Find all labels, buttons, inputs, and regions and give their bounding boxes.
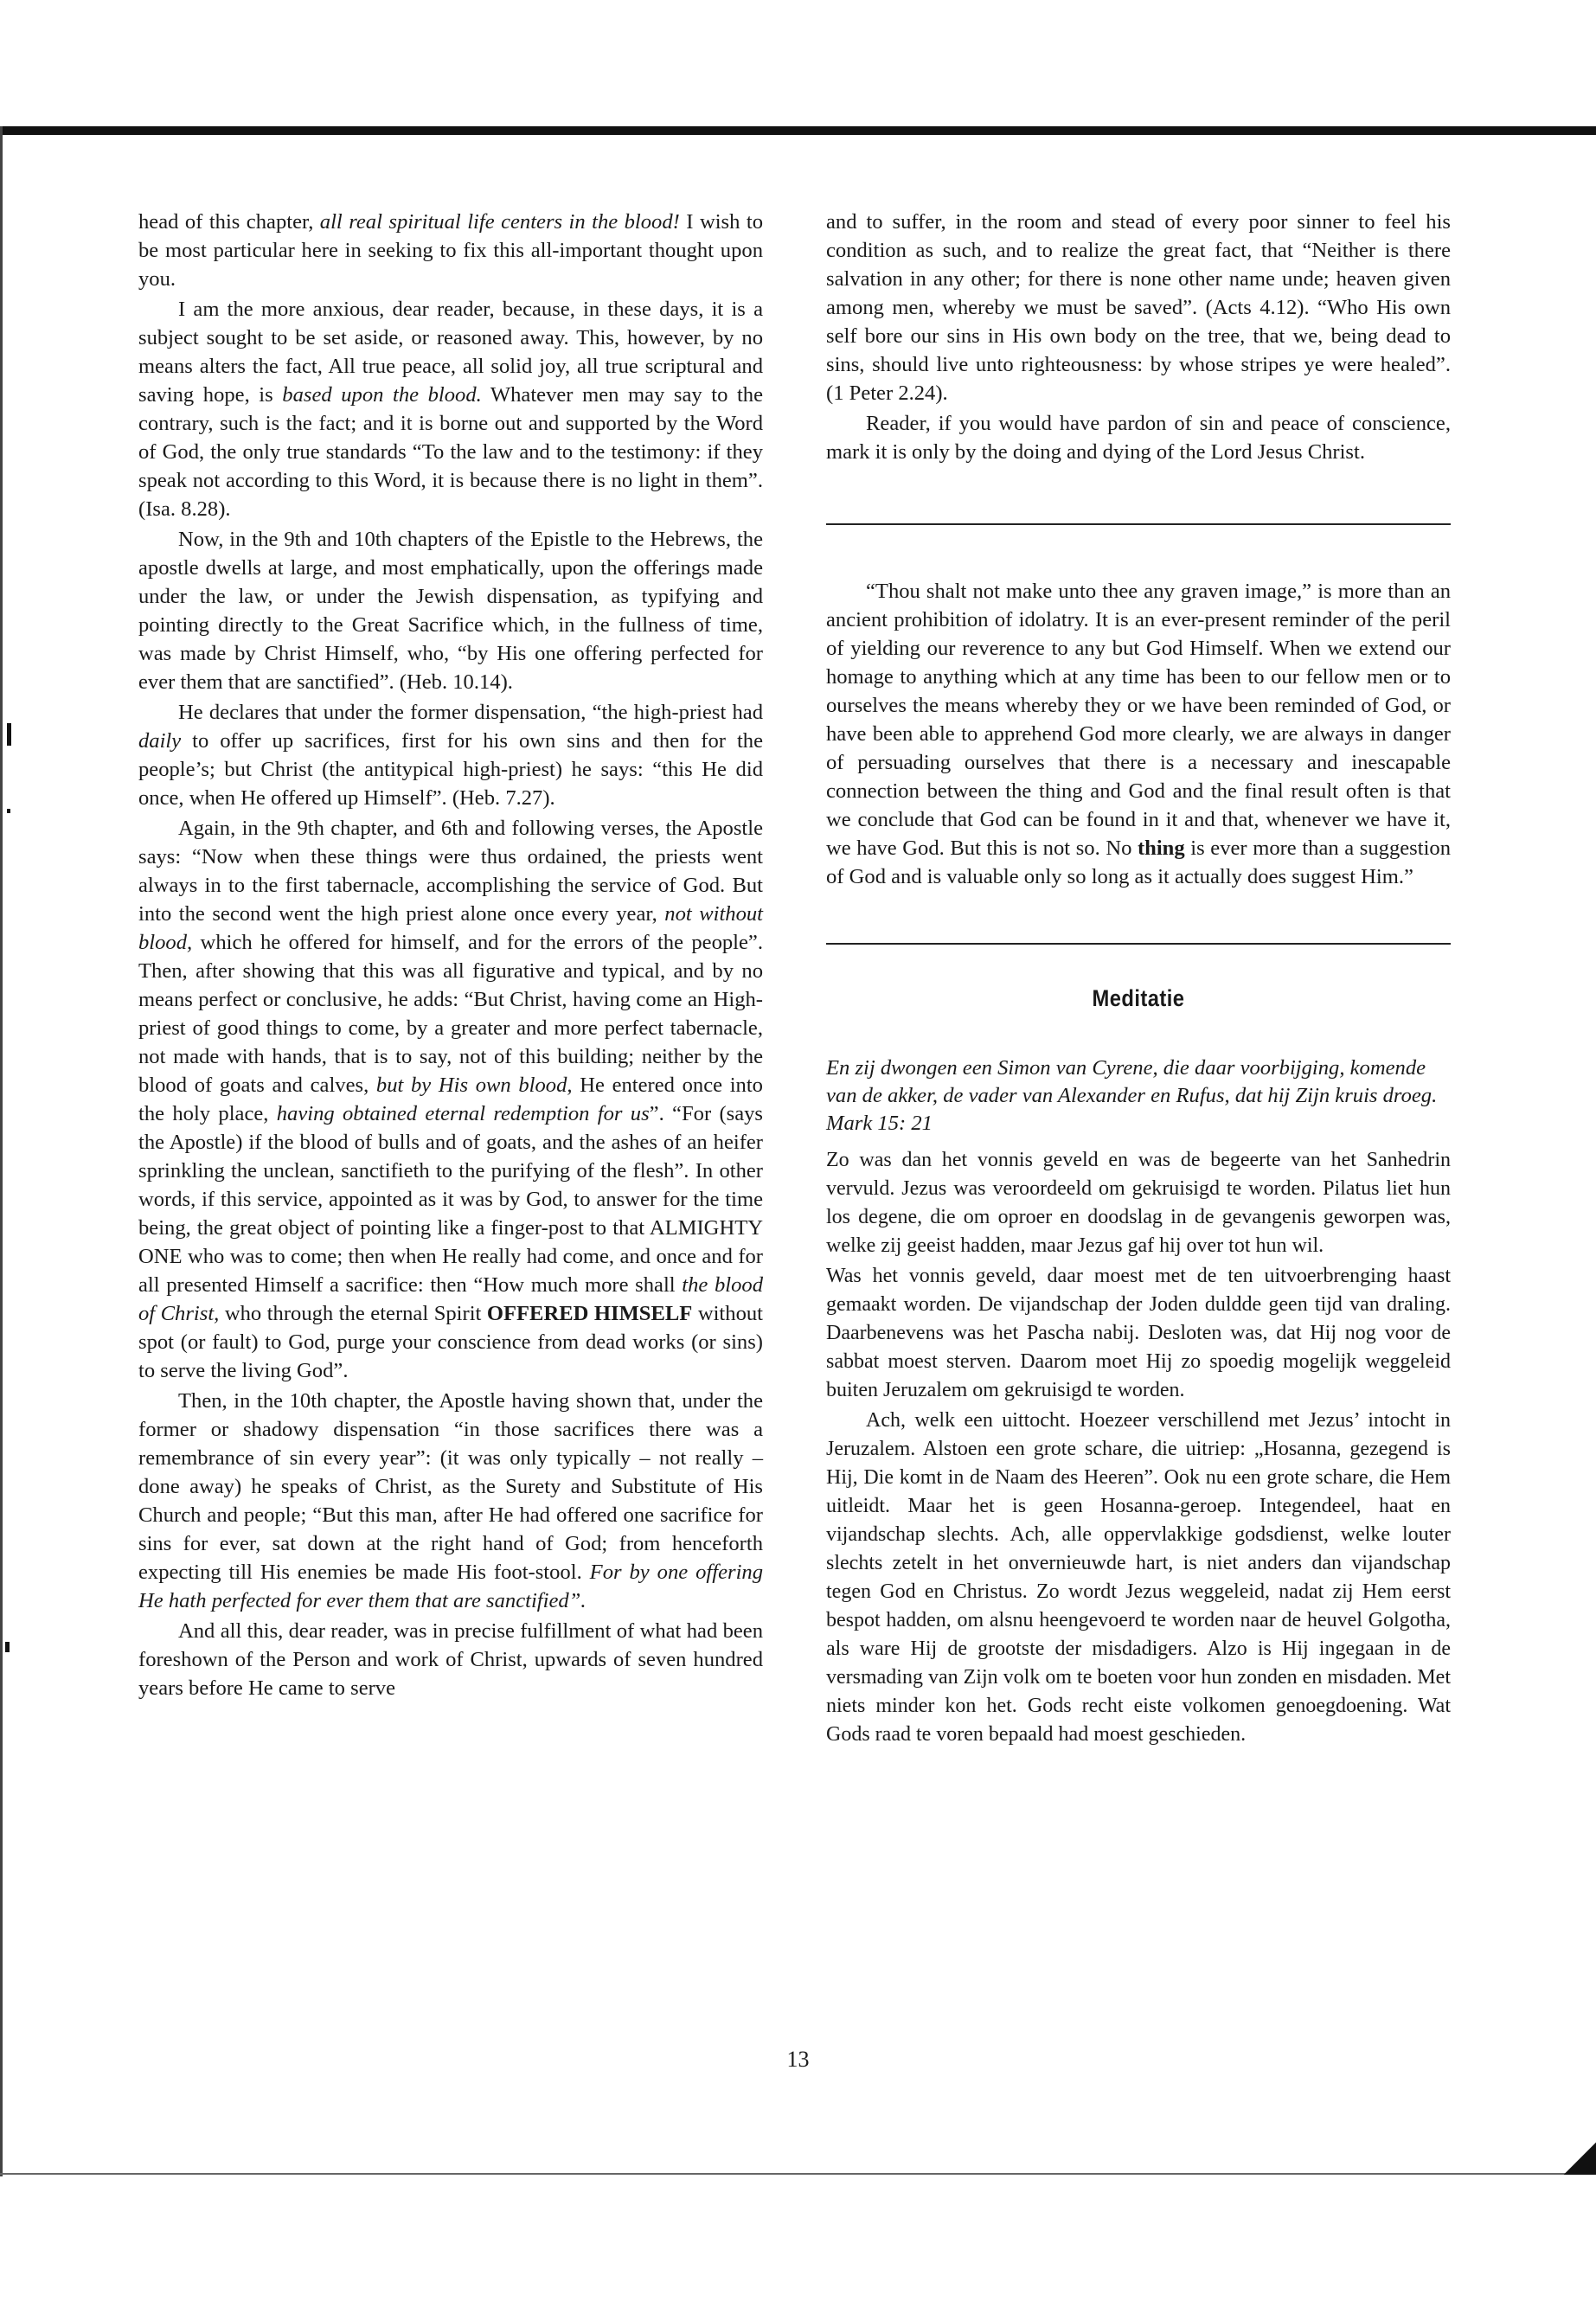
scripture-epigraph: En zij dwongen een Simon van Cyrene, die daar voorbijging, komende van de akker, de vader van Alexander en Rufus, dat hij Zijn kruis droeg. Mark 15: 21 — [826, 1056, 1438, 1135]
margin-mark-2 — [7, 809, 10, 813]
paragraph-1: head of this chapter, all real spiritual life centers in the blood! I wish to be most particular here in seeking to fix this all-important thought upon you. — [138, 210, 763, 291]
meditatie-paragraph-1: Zo was dan het vonnis geveld en was de begeerte van het Sanhedrin vervuld. Jezus was veroordeeld om gekruisigd te worden. Pilatus liet hun los degene, die om oproer en doodslag in de gevangenis geworpen was, welke zij geeist hadden, maar Jezus gaf hij over tot hun wil. — [826, 1149, 1451, 1257]
page — [138, 208, 1458, 2067]
paragraph-4: He declares that under the former dispensation, “the high-priest had daily to offer up sacrifices, first for his own sins and then for the people’s; but Christ (the antitypical high-priest) he says: “this He did once, when He offered up Himself”. (Heb. 7.27). — [138, 701, 763, 810]
section-divider-2 — [826, 943, 1451, 945]
scan-bottom-border — [0, 2173, 1596, 2175]
paragraph-3: Now, in the 9th and 10th chapters of the Epistle to the Hebrews, the apostle dwells at large, and most emphatically, upon the offerings made under the law, or under the Jewish dispensation, as typifying and pointing directly to the Great Sacrifice which, in the fullness of time, was made by Christ Himself, who, “by His one offering perfected for ever them that are sanctified”. (Heb. 10.14). — [138, 528, 763, 694]
margin-mark-1 — [7, 723, 11, 746]
scan-top-border — [0, 126, 1596, 135]
left-column — [138, 208, 763, 1702]
margin-mark-3 — [5, 1642, 10, 1652]
paragraph-continued: and to suffer, in the room and stead of every poor sinner to feel his condition as such, and to realize the great fact, that “Neither is there salvation in any other; for there is none other name unde; heaven given among men, whereby we must be saved”. (Acts 4.12). “Who His own self bore our sins in His own body on the tree, that we, being dead to sins, should live unto righteousness: by whose stripes ye were healed”. (1 Peter 2.24). — [826, 210, 1451, 405]
page-number: 13 — [786, 2047, 810, 2072]
meditatie-paragraph-2: Was het vonnis geveld, daar moest met de ten uitvoerbrenging haast gemaakt worden. De vijandschap der Joden duldde geen tijd van draling. Daarbenevens was het Pascha nabij. Desloten was, dat Hij nog voor de sabbat moest sterven. Daarom moet Hij zo spoedig mogelijk weggeleid buiten Jeruzalem om gekruisigd te worden. — [826, 1265, 1451, 1401]
meditatie-paragraph-3: Ach, welk een uittocht. Hoezeer verschillend met Jezus’ intocht in Jeruzalem. Alstoen een grote schare, die uitriep: „Hosanna, gezegend is Hij, Die komt in de Naam des Heeren”. Ook nu een grote schare, die Hem uitleidt. Maar het is geen Hosanna-geroep. Integendeel, haat en vijandschap slechts. Ach, alle oppervlakkige godsdienst, welke louter slechts zetelt in het onvernieuwde hart, is niet anders dan vijandschap tegen God en Christus. Zo wordt Jezus weggeleid, nadat zij Hem eerst bespot hadden, om alsnu heengevoerd te worden naar de heuvel Golgotha, als ware Hij de grootste der misdadigers. Alzo is Hij ingegaan in de versmading van Zijn volk om te boeten voor hun zonden en misdaden. Met niets minder kon het. Gods recht eiste volkomen genoegdoening. Wat Gods raad te voren bepaald had moest geschieden. — [826, 1409, 1451, 1746]
graven-image-quote: “Thou shalt not make unto thee any graven image,” is more than an ancient prohibition of idolatry. It is an ever-present reminder of the peril of yielding our reverence to any but God Himself. When we extend our homage to anything which at any time has been to our fellow men or to ourselves the means whereby they or we have been reminded of God, or have been able to apprehend God more clearly, we are always in danger of persuading ourselves that there is a necessary and inescapable connection between the thing and God and the final result often is that we conclude that God can be found in it and that, whenever we have it, we have God. But this is not so. No thing is ever more than a suggestion of God and is valuable only so long as it actually does suggest Him.” — [826, 580, 1451, 888]
scan-left-edge — [0, 126, 3, 2176]
paragraph-6: Then, in the 10th chapter, the Apostle having shown that, under the former or shadowy dispensation “in those sacrifices there was a remembrance of sin every year”: (it was only typically – not really – done away) he speaks of Christ, as the Surety and Substitute of His Church and people; “But this man, after He had offered one sacrifice for sins for ever, sat down at the right hand of God; from henceforth expecting till His enemies be made His foot-stool. For by one offering He hath perfected for ever them that are sanctified”. — [138, 1389, 763, 1612]
meditatie-body — [826, 1146, 1451, 1749]
paragraph-5: Again, in the 9th chapter, and 6th and following verses, the Apostle says: “Now when these things were thus ordained, the priests went always in to the first tabernacle, accomplishing the service of God. But into the second went the high priest alone once every year, not without blood, which he offered for himself, and for the errors of the people”. Then, after showing that this was all figurative and typical, and by no means perfect or conclusive, he adds: “But Christ, having come an High-priest of good things to come, by a greater and more perfect tabernacle, not made with hands, that is to say, not of this building; neither by the blood of goats and calves, but by His own blood, He entered once into the holy place, having obtained eternal redemption for us”. “For (says the Apostle) if the blood of bulls and of goats, and the ashes of an heifer sprinkling the unclean, sanctifieth to the purifying of the flesh”. In other words, if this service, appointed as it was by God, to answer for the time being, the great object of pointing like a finger-post to that ALMIGHTY ONE who was to come; then when He really had come, and once and for all presented Himself a sacrifice: then “How much more shall the blood of Christ, who through the eternal Spirit OFFERED HIMSELF without spot (or fault) to God, purge your conscience from dead works (or sins) to serve the living God”. — [138, 817, 763, 1382]
paragraph-7: And all this, dear reader, was in precise fulfillment of what had been foreshown of the Person and work of Christ, upwards of seven hundred years before He came to serve — [138, 1619, 763, 1700]
scan-corner-mark — [1561, 2137, 1596, 2175]
right-column — [826, 208, 1451, 1749]
section-divider-1 — [826, 523, 1451, 525]
paragraph-2: I am the more anxious, dear reader, because, in these days, it is a subject sought to be set aside, or reasoned away. This, however, by no means alters the fact, All true peace, all solid joy, all true scriptural and saving hope, is based upon the blood. Whatever men may say to the contrary, such is the fact; and it is borne out and supported by the Word of God, the only true standards “To the law and to the testimony: if they speak not according to this Word, it is because there is no light in them”. (Isa. 8.28). — [138, 298, 764, 521]
meditatie-heading: Meditatie — [1092, 985, 1185, 1011]
paragraph-reader: Reader, if you would have pardon of sin and peace of conscience, mark it is only by the doing and dying of the Lord Jesus Christ. — [826, 412, 1451, 464]
